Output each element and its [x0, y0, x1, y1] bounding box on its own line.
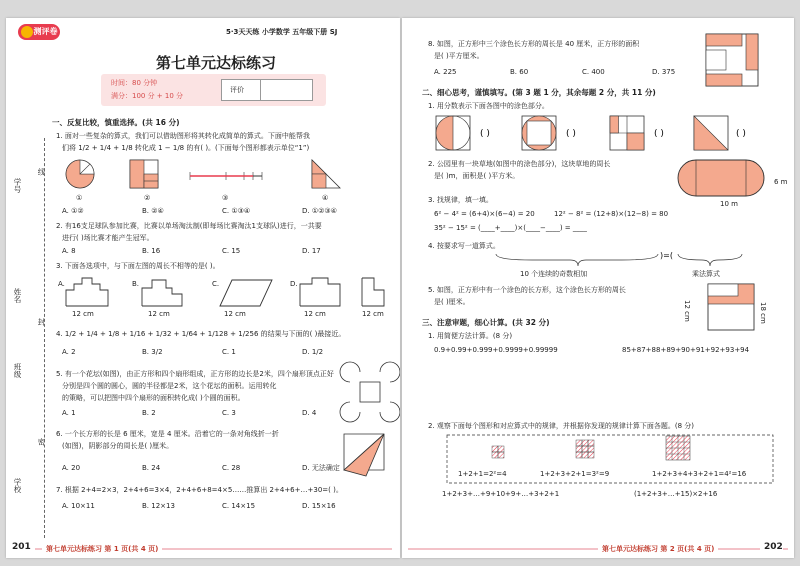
s2-q5-text-1: 5. 如图，正方形中有一个涂色的长方形，这个涂色长方形的周长: [428, 286, 626, 294]
q8-option-b[interactable]: B. 60: [510, 68, 529, 76]
series-header: 5·3天天练 小学数学 五年级下册 SJ: [226, 28, 338, 36]
cut-line-label: 线: [37, 168, 46, 176]
s2-q5-text-2: 是( )厘米。: [434, 298, 470, 306]
q1-option-b[interactable]: B. ②④: [142, 207, 164, 215]
q6-option-d[interactable]: D. 无法确定: [302, 464, 340, 472]
page-number-left: 201: [12, 542, 35, 552]
class-label: 班级: [13, 363, 22, 378]
pattern-eq-1: 1+2+1=2²=4: [458, 470, 507, 478]
q4-option-a[interactable]: A. 2: [62, 348, 76, 356]
page-title: 第七单元达标练习: [156, 54, 277, 72]
q2-option-a[interactable]: A. 8: [62, 247, 76, 255]
left-page: [6, 18, 400, 558]
q4-text: 4. 1/2 + 1/4 + 1/8 + 1/16 + 1/32 + 1/64 + 1/128 + 1/256 的结果与下面的( )最接近。: [56, 330, 346, 338]
mascot-icon: [21, 26, 33, 38]
lawn-dim-width: 6 m: [774, 178, 788, 186]
q7-option-d[interactable]: D. 15×16: [302, 502, 336, 510]
q1-option-a[interactable]: A. ①②: [62, 207, 84, 215]
q3-dim-4: 12 cm: [304, 310, 326, 318]
q1-label-3: ③: [222, 194, 229, 202]
q1-option-c[interactable]: C. ①③④: [222, 207, 251, 215]
q3-option-c[interactable]: C.: [212, 280, 220, 288]
left-footer: [6, 540, 400, 558]
flower-bed-figure: [348, 370, 392, 414]
pattern-eq-3: 1+2+3+4+3+2+1=4²=16: [652, 470, 747, 478]
q3-dim-1: 12 cm: [72, 310, 94, 318]
q5-square-figure: [700, 280, 756, 336]
q6-text-1: 6. 一个长方形的长是 6 厘米，宽是 4 厘米。沿着它的一条对角线折一折: [56, 430, 279, 438]
q2-option-c[interactable]: C. 15: [222, 247, 241, 255]
s2-q2-text-1: 2. 公园里有一块草地(如图中的涂色部分)，这块草地的周长: [428, 160, 611, 168]
exam-badge: 测评卷: [18, 24, 60, 40]
q2-option-d[interactable]: D. 17: [302, 247, 321, 255]
lawn-dim-length: 10 m: [720, 200, 738, 208]
q1-label-1: ①: [76, 194, 83, 202]
q1-label-4: ④: [322, 194, 329, 202]
q7-option-a[interactable]: A. 10×11: [62, 502, 95, 510]
pattern-question-1: 1+2+3+…+9+10+9+…+3+2+1: [442, 490, 560, 498]
section3-heading: 三、注意审题，细心计算。(共 32 分): [422, 318, 550, 327]
q3-dim-2: 12 cm: [148, 310, 170, 318]
q1-figures: [62, 156, 362, 202]
svg-text:( ): ( ): [654, 129, 664, 139]
q2-option-b[interactable]: B. 16: [142, 247, 161, 255]
s2-q4-label-b: 乘法算式: [692, 270, 720, 278]
q5-dim-12: 12 cm: [683, 300, 691, 322]
q6-option-a[interactable]: A. 20: [62, 464, 81, 472]
footer-text-left: 第七单元达标练习 第 1 页(共 4 页): [42, 544, 162, 554]
q6-option-b[interactable]: B. 24: [142, 464, 161, 472]
right-footer: [402, 540, 794, 558]
s2-q2-text-2: 是( )m，面积是( )平方米。: [434, 172, 520, 180]
q5-option-c[interactable]: C. 3: [222, 409, 236, 417]
binding-margin: [10, 138, 46, 538]
folded-rectangle-figure: [336, 426, 392, 482]
name-label: 姓名: [13, 288, 22, 303]
seal-label: 封: [37, 318, 46, 326]
q5-text-1: 5. 有一个花坛(如图)，由正方形和四个扇形组成，正方形的边长是2米，四个扇形顶点正好: [56, 370, 334, 378]
q5-text-3: 的策略，可以把图中四个扇形的面积转化成( )个圆的面积。: [62, 394, 245, 402]
section2-heading: 二、细心思考，谨慎填写。(第 3 题 1 分，其余每题 2 分，共 11 分): [422, 88, 656, 97]
q1-text-1: 1. 面对一些复杂的算式，我们可以借助图形将其转化成简单的算式。下面中能帮我: [56, 132, 310, 140]
q2-text-1: 2. 有16支足球队参加比赛，比赛以单场淘汰制(即每场比赛淘汰1支球队)进行，一共要: [56, 222, 322, 230]
q2-text-2: 进行( )场比赛才能产生冠军。: [62, 234, 154, 242]
svg-text:( ): ( ): [736, 129, 746, 139]
s2-q3-eq1: 6² − 4² = (6+4)×(6−4) = 20: [434, 210, 535, 218]
q3-option-d[interactable]: D.: [290, 280, 298, 288]
q4-option-c[interactable]: C. 1: [222, 348, 236, 356]
s3-q2-text: 2. 观察下面每个图形和对应算式中的规律，并根据你发现的规律计算下面各题。(8 分): [428, 422, 695, 430]
q4-option-d[interactable]: D. 1/2: [302, 348, 324, 356]
s2-q3-text: 3. 找规律，填一填。: [428, 196, 493, 204]
q7-text: 7. 根据 2+4=2×3，2+4+6=3×4，2+4+6+8=4×5……推算出 2+4+6+…+30=( )。: [56, 486, 343, 494]
calc-2: 85+87+88+89+90+91+92+93+94: [622, 346, 750, 354]
q8-option-c[interactable]: C. 400: [582, 68, 605, 76]
q8-square-figure: [702, 30, 762, 90]
q5-option-b[interactable]: B. 2: [142, 409, 156, 417]
q8-option-d[interactable]: D. 375: [652, 68, 676, 76]
s2-q4-text: 4. 按要求写一道算式。: [428, 242, 500, 250]
s2-q4-label-a: 10 个连续的奇数相加: [520, 270, 588, 278]
q6-text-2: (如图)，阴影部分的周长是( )厘米。: [62, 442, 174, 450]
right-page: [402, 18, 794, 558]
q6-option-c[interactable]: C. 28: [222, 464, 241, 472]
s2-q3-eq3: 35² − 15² = (____+____)×(____−____) = ____: [434, 224, 587, 232]
q3-dim-3: 12 cm: [224, 310, 246, 318]
s2-q3-eq2: 12² − 8² = (12+8)×(12−8) = 80: [554, 210, 669, 218]
q8-text-1: 8. 如图，正方形中三个涂色长方形的周长是 40 厘米，正方形的面积: [428, 40, 640, 48]
fraction-figures: [434, 114, 764, 154]
q8-option-a[interactable]: A. 225: [434, 68, 457, 76]
q5-text-2: 分别是四个圆的圆心，圆的半径都是2米，这个花坛的面积。运用转化: [62, 382, 277, 390]
q5-dim-18: 18 cm: [759, 302, 767, 324]
svg-text:( ): ( ): [480, 129, 490, 139]
s3-q1-text: 1. 用简便方法计算。(8 分): [428, 332, 513, 340]
q5-option-d[interactable]: D. 4: [302, 409, 317, 417]
q1-text-2: 们将 1/2 + 1/4 + 1/8 转化成 1 − 1/8 的有( )。(下面每个图形都表示单位“1”): [62, 144, 310, 152]
score-box: [221, 79, 313, 101]
q3-option-a[interactable]: A.: [58, 280, 65, 288]
q1-label-2: ②: [144, 194, 151, 202]
section1-heading: 一、反复比较，慎重选择。(共 16 分): [52, 118, 180, 127]
mark-label: 密: [37, 438, 46, 446]
calc-1: 0.9+0.99+0.999+0.9999+0.99999: [434, 346, 558, 354]
q5-option-a[interactable]: A. 1: [62, 409, 76, 417]
lawn-figure: [676, 154, 776, 204]
page-number-right: 202: [760, 542, 783, 552]
svg-text:( ): ( ): [566, 129, 576, 139]
score-label: 评价: [230, 86, 244, 94]
s2-q1-text: 1. 用分数表示下面各图中的涂色部分。: [428, 102, 549, 110]
q3-text: 3. 下面各选项中，与下面左图的周长不相等的是( )。: [56, 262, 220, 270]
q4-option-b[interactable]: B. 3/2: [142, 348, 163, 356]
school-label: 学校: [13, 478, 22, 493]
svg-text:)=(: )=(: [660, 251, 673, 260]
pattern-question-2: (1+2+3+…+15)×2+16: [634, 490, 718, 498]
student-no-label: 学号: [13, 178, 22, 193]
q3-option-b[interactable]: B.: [132, 280, 140, 288]
time-text: 时间：80 分钟: [111, 79, 158, 87]
q3-dim-5: 12 cm: [362, 310, 384, 318]
q1-option-d[interactable]: D. ①②③④: [302, 207, 337, 215]
footer-text-right: 第七单元达标练习 第 2 页(共 4 页): [598, 544, 718, 554]
q7-option-c[interactable]: C. 14×15: [222, 502, 256, 510]
q7-option-b[interactable]: B. 12×13: [142, 502, 175, 510]
score-text: 满分：100 分 + 10 分: [111, 92, 184, 100]
pattern-eq-2: 1+2+3+2+1=3²=9: [540, 470, 610, 478]
q8-text-2: 是( )平方厘米。: [434, 52, 484, 60]
